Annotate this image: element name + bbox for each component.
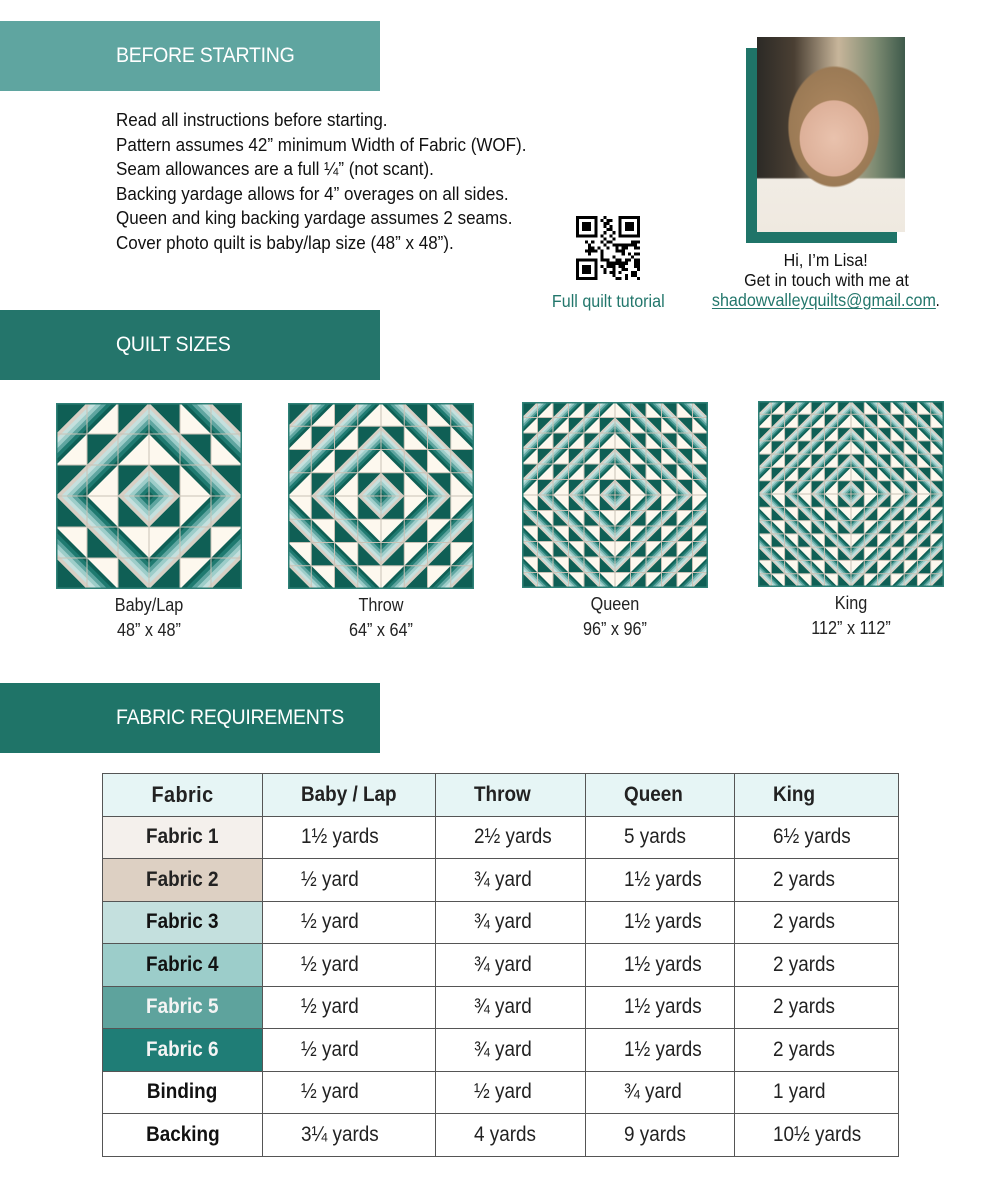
fabric-name-cell: Fabric 5 xyxy=(103,986,263,1029)
quilt-diagram xyxy=(288,403,474,589)
section-banner-quilt-sizes xyxy=(0,310,380,380)
yardage-cell: 2 yards xyxy=(735,1029,899,1072)
header-fabric: Fabric xyxy=(103,774,263,817)
greeting: Hi, I’m Lisa! xyxy=(783,250,869,270)
section-banner-before-starting xyxy=(0,21,380,91)
section-banner-fabric-requirements xyxy=(0,683,380,753)
quilt-size-dimensions: 112” x 112” xyxy=(811,618,891,638)
fabric-name-cell: Fabric 2 xyxy=(103,859,263,902)
yardage-cell: ¾ yard xyxy=(585,1071,735,1114)
quilt-size-label xyxy=(515,592,715,642)
quilt-size-dimensions: 96” x 96” xyxy=(583,619,647,639)
table-row xyxy=(103,901,899,944)
section-title: FABRIC REQUIREMENTS xyxy=(116,706,345,729)
instruction-line: Cover photo quilt is baby/lap size (48” x 48”). xyxy=(116,231,454,253)
yardage-cell: 1½ yards xyxy=(585,859,735,902)
quilt-size-name: Throw xyxy=(358,595,404,615)
header-baby-lap: Baby / Lap xyxy=(263,774,436,817)
yardage-cell: 10½ yards xyxy=(735,1114,899,1157)
yardage-cell: 1 yard xyxy=(735,1071,899,1114)
table-row xyxy=(103,986,899,1029)
header-throw: Throw xyxy=(436,774,586,817)
yardage-cell: ½ yard xyxy=(263,901,436,944)
instruction-line: Backing yardage allows for 4” overages on all sides. xyxy=(116,182,509,204)
yardage-cell: 1½ yards xyxy=(585,901,735,944)
table-row xyxy=(103,1114,899,1157)
yardage-cell: 6½ yards xyxy=(735,816,899,859)
author-contact xyxy=(700,250,952,310)
yardage-cell: ½ yard xyxy=(436,1071,586,1114)
quilt-diagram xyxy=(758,401,944,587)
quilt-size-dimensions: 64” x 64” xyxy=(349,620,413,640)
yardage-cell: ¾ yard xyxy=(436,901,586,944)
yardage-cell: ½ yard xyxy=(263,1071,436,1114)
yardage-cell: 2½ yards xyxy=(436,816,586,859)
yardage-cell: 4 yards xyxy=(436,1114,586,1157)
yardage-cell: ¾ yard xyxy=(436,986,586,1029)
yardage-cell: 2 yards xyxy=(735,944,899,987)
yardage-cell: 5 yards xyxy=(585,816,735,859)
quilt-size-dimensions: 48” x 48” xyxy=(117,620,181,640)
table-row xyxy=(103,859,899,902)
table-row xyxy=(103,1029,899,1072)
quilt-diagram xyxy=(56,403,242,589)
section-title: BEFORE STARTING xyxy=(116,44,295,67)
quilt-diagram xyxy=(522,402,708,588)
table-row xyxy=(103,944,899,987)
yardage-cell: 2 yards xyxy=(735,986,899,1029)
yardage-cell: 1½ yards xyxy=(263,816,436,859)
quilt-size-name: Queen xyxy=(590,594,640,614)
instruction-line: Queen and king backing yardage assumes 2 seams. xyxy=(116,207,513,228)
yardage-cell: 1½ yards xyxy=(585,944,735,987)
yardage-cell: ½ yard xyxy=(263,859,436,902)
quilt-size-label xyxy=(751,591,951,641)
email-suffix: . xyxy=(935,290,941,310)
header-king: King xyxy=(735,774,899,817)
contact-prefix: Get in touch with me at xyxy=(743,270,909,290)
instruction-line: Read all instructions before starting. xyxy=(116,109,388,130)
full-quilt-tutorial-link[interactable]: Full quilt tutorial xyxy=(551,291,665,311)
yardage-cell: ½ yard xyxy=(263,986,436,1029)
yardage-cell: ½ yard xyxy=(263,1029,436,1072)
instruction-line: Pattern assumes 42” minimum Width of Fabric (WOF). xyxy=(116,133,527,155)
yardage-cell: ¾ yard xyxy=(436,859,586,902)
yardage-cell: ½ yard xyxy=(263,944,436,987)
instruction-line: Seam allowances are a full ¼” (not scant). xyxy=(116,158,434,179)
yardage-cell: 9 yards xyxy=(585,1114,735,1157)
fabric-name-cell: Fabric 4 xyxy=(103,944,263,987)
fabric-name-cell: Fabric 1 xyxy=(103,816,263,859)
table-row xyxy=(103,1071,899,1114)
yardage-cell: 2 yards xyxy=(735,859,899,902)
yardage-cell: ¾ yard xyxy=(436,944,586,987)
fabric-name-cell: Binding xyxy=(103,1071,263,1114)
yardage-cell: 1½ yards xyxy=(585,1029,735,1072)
yardage-cell: ¾ yard xyxy=(436,1029,586,1072)
table-header-row xyxy=(103,774,899,817)
yardage-cell: 2 yards xyxy=(735,901,899,944)
quilt-size-label xyxy=(49,593,249,643)
header-queen: Queen xyxy=(585,774,735,817)
instructions-list xyxy=(116,108,562,255)
fabric-name-cell: Fabric 3 xyxy=(103,901,263,944)
qr-code-icon[interactable] xyxy=(576,216,640,280)
email-link[interactable]: shadowvalleyquilts@gmail.com xyxy=(711,290,936,310)
yardage-cell: 1½ yards xyxy=(585,986,735,1029)
quilt-size-name: King xyxy=(834,593,868,613)
author-photo xyxy=(757,37,905,232)
yardage-cell: 3¼ yards xyxy=(263,1114,436,1157)
section-title: QUILT SIZES xyxy=(116,333,231,356)
quilt-size-name: Baby/Lap xyxy=(114,595,184,615)
table-row xyxy=(103,816,899,859)
fabric-name-cell: Fabric 6 xyxy=(103,1029,263,1072)
quilt-size-label xyxy=(281,593,481,643)
fabric-requirements-table xyxy=(102,773,899,1157)
fabric-name-cell: Backing xyxy=(103,1114,263,1157)
